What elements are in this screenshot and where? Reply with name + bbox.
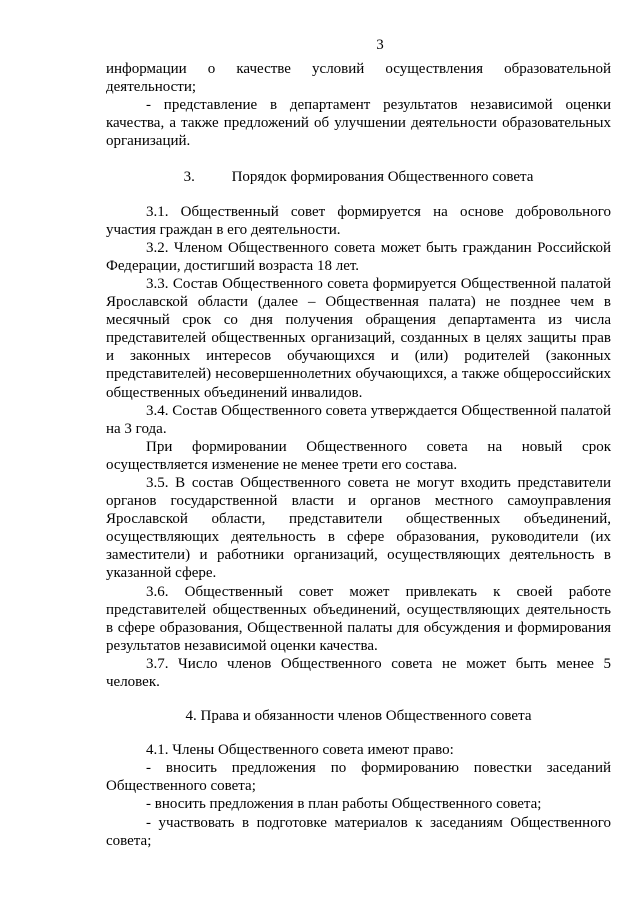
paragraph: 3.3. Состав Общественного совета формируется Общественной палатой Ярославской области (далее – Общественная палата) не позднее чем в месячный срок со дня получения обращения департамента из числа представителей общественных организаций, созданных в целях защиты прав и законных интересов обучающихся и (или) родителей (законных представителей) несовершеннолетних обучающихся, а также общероссийских общественных объединений инвалидов.: [106, 275, 611, 401]
document-body: [106, 60, 611, 850]
paragraph: 3.6. Общественный совет может привлекать к своей работе представителей общественных объединений, осуществляющих деятельность в сфере образования, Общественной палаты для обсуждения и формирования результатов независимой оценки качества.: [106, 583, 611, 654]
section-heading: [106, 168, 611, 186]
paragraph: - вносить предложения по формированию повестки заседаний Общественного совета;: [106, 760, 611, 795]
paragraph: информации о качестве условий осуществления образовательной деятельности;: [106, 61, 611, 96]
paragraph: 4.1. Члены Общественного совета имеют право:: [146, 742, 454, 759]
section-number: 3.: [183, 169, 195, 186]
paragraph: 3.5. В состав Общественного совета не могут входить представители органов государственной власти и органов местного самоуправления Ярославской области, представители общественных объединений, осуществляющих деятельность в сфере образования, руководители (их заместители) и работники организаций, осуществляющих деятельность в указанной сфере.: [106, 474, 611, 582]
paragraph: При формировании Общественного совета на новый срок осуществляется изменение не менее трети его состава.: [106, 438, 611, 473]
paragraph: - участвовать в подготовке материалов к заседаниям Общественного совета;: [106, 814, 611, 849]
paragraph: 3.7. Число членов Общественного совета не может быть менее 5 человек.: [106, 655, 611, 690]
paragraph: 3.2. Членом Общественного совета может быть гражданин Российской Федерации, достигший возраста 18 лет.: [106, 239, 611, 274]
paragraph: 3.1. Общественный совет формируется на основе добровольного участия граждан в его деятельности.: [106, 203, 611, 238]
paragraph: - вносить предложения в план работы Общественного совета;: [146, 796, 542, 813]
section-title: Порядок формирования Общественного совета: [231, 169, 534, 186]
paragraph: - представление в департамент результатов независимой оценки качества, а также предложений об улучшении деятельности образовательных организаций.: [106, 97, 611, 150]
paragraph: 3.4. Состав Общественного совета утверждается Общественной палатой на 3 года.: [106, 402, 611, 437]
section-heading: 4. Права и обязанности членов Общественного совета: [185, 708, 532, 725]
page-number: 3: [376, 37, 384, 53]
